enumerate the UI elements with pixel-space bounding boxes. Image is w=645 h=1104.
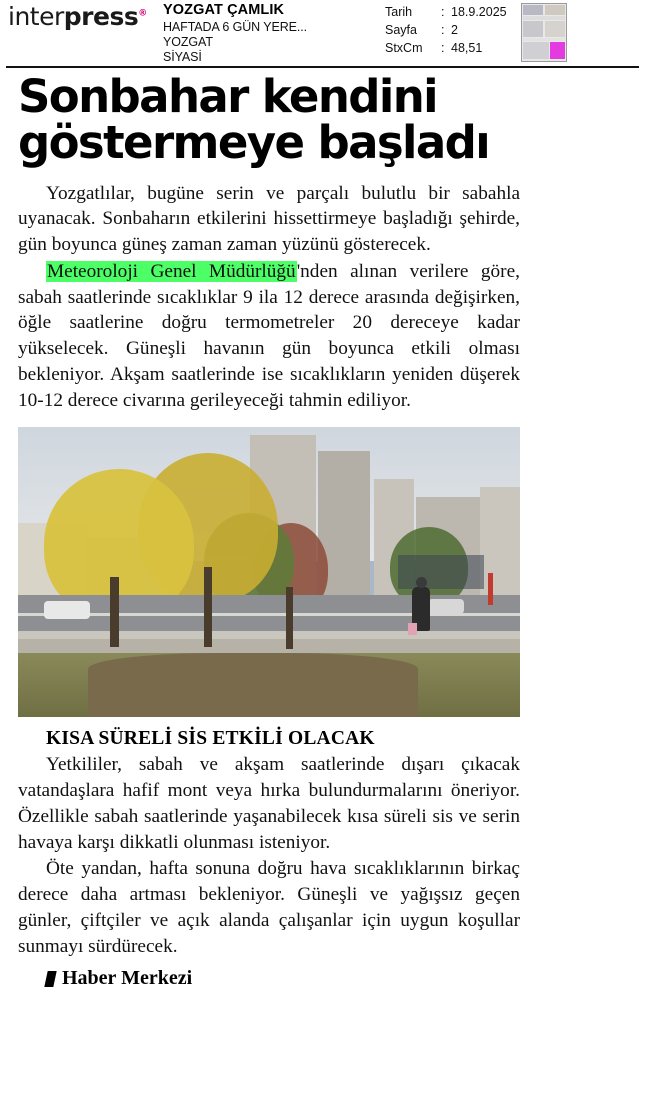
clipping-header: [0, 0, 645, 66]
photo-car-2: [428, 599, 464, 614]
highlighted-term: Meteoroloji Genel Müdürlüğü: [47, 260, 296, 282]
thumbnail-block-5: [545, 21, 565, 37]
clipping-metadata: [385, 3, 507, 57]
article-paragraph-2-rest: 'nden alınan verilere göre, sabah saatlerinde sıcaklıklar 9 ila 12 derece arasında değişirken, öğle saatlerine doğru termometreler 20 dereceye kadar yükselecek. Güneşli havanın gün boyunca etkili olması bekleniyor. Akşam saatlerinde ise sıcaklıkların yeniden düşerek 10-12 derece civarına gerileyeceği tahmin ediliyor.: [18, 260, 520, 411]
metadata-label-page: Sayfa: [385, 23, 417, 38]
thumbnail-highlight-block: [550, 42, 565, 59]
article-photo: [18, 427, 520, 717]
article-subheadline: KISA SÜRELİ SİS ETKİLİ OLACAK: [46, 728, 375, 750]
headline-line-2: göstermeye başladı: [18, 116, 490, 170]
headline-line-1: Sonbahar kendini: [18, 70, 437, 123]
header-divider: [6, 66, 639, 68]
photo-trunk-3: [286, 587, 293, 649]
publication-name: YOZGAT ÇAMLIK: [163, 2, 285, 18]
photo-trunk-2: [204, 567, 212, 647]
photo-trunk-1: [110, 577, 119, 647]
article-content: [18, 70, 628, 990]
thumbnail-block-1: [523, 5, 543, 15]
photo-pedestrian-bag: [408, 623, 417, 635]
article-paragraph-2: [18, 259, 520, 414]
thumbnail-block-3: [523, 16, 565, 20]
byline-text: Haber Merkezi: [62, 967, 193, 990]
article-body: [18, 181, 520, 414]
photo-building-5: [480, 487, 520, 595]
publication-frequency: HAFTADA 6 GÜN YERE...: [163, 19, 308, 34]
metadata-colon-stxcm: :: [441, 41, 445, 56]
metadata-colon-page: :: [441, 23, 445, 38]
registered-trademark-icon: ®: [138, 8, 147, 19]
logo-text-press: press: [63, 2, 139, 31]
photo-car-1: [44, 601, 90, 619]
publication-info: [163, 2, 307, 65]
publication-type: SİYASİ: [163, 50, 202, 65]
page-title: [18, 70, 628, 170]
article-body-lower: [18, 752, 520, 959]
article-paragraph-3: Yetkililer, sabah ve akşam saatlerinde dışarı çıkacak vatandaşlara hafif mont veya hırka bulundurmalarını öneriyor. Özellikle sabah saatlerinde yaşanabilecek kısa süreli sis ve serin havaya karşı dikkatli olunması isteniyor.: [18, 754, 520, 853]
article-byline: [46, 967, 628, 990]
metadata-colon-date: :: [441, 5, 445, 19]
metadata-label-stxcm: StxCm: [385, 41, 423, 56]
metadata-value-page: 2: [451, 23, 458, 38]
article-paragraph-4: Öte yandan, hafta sonuna doğru hava sıcaklıklarının birkaç derece daha artması bekleniyor. Güneşli ve yağışsız geçen günler, çiftçiler ve açık alanda çalışanlar için uygun koşullar sunmayı sürdürecek.: [18, 858, 520, 957]
thumbnail-block-4: [523, 21, 543, 37]
article-paragraph-1: Yozgatlılar, bugüne serin ve parçalı bulutlu bir sabahla uyanacak. Sonbaharın etkilerini hissettirmeye başladığı şehirde, gün boyunca güneş zaman zaman yüzünü gösterecek.: [18, 182, 520, 256]
thumbnail-block-6: [523, 38, 565, 41]
metadata-row-date: [385, 3, 507, 21]
byline-mark-icon: [44, 971, 56, 987]
interpress-logo: [8, 4, 147, 29]
metadata-value-stxcm: 48,51: [451, 41, 483, 56]
publication-city: YOZGAT: [163, 34, 213, 49]
metadata-label-date: Tarih: [385, 5, 413, 19]
page-thumbnail[interactable]: [521, 3, 567, 62]
thumbnail-block-2: [545, 5, 565, 15]
photo-sidewalk: [18, 639, 520, 653]
metadata-row-stxcm: [385, 39, 507, 57]
thumbnail-block-7: [523, 42, 549, 59]
photo-bus-shelter: [398, 555, 484, 589]
metadata-value-date: 18.9.2025: [451, 5, 507, 19]
logo-text-inter: inter: [8, 2, 64, 31]
metadata-row-page: [385, 21, 507, 39]
photo-dirt-path: [88, 653, 418, 717]
photo-red-signpost: [488, 573, 493, 605]
